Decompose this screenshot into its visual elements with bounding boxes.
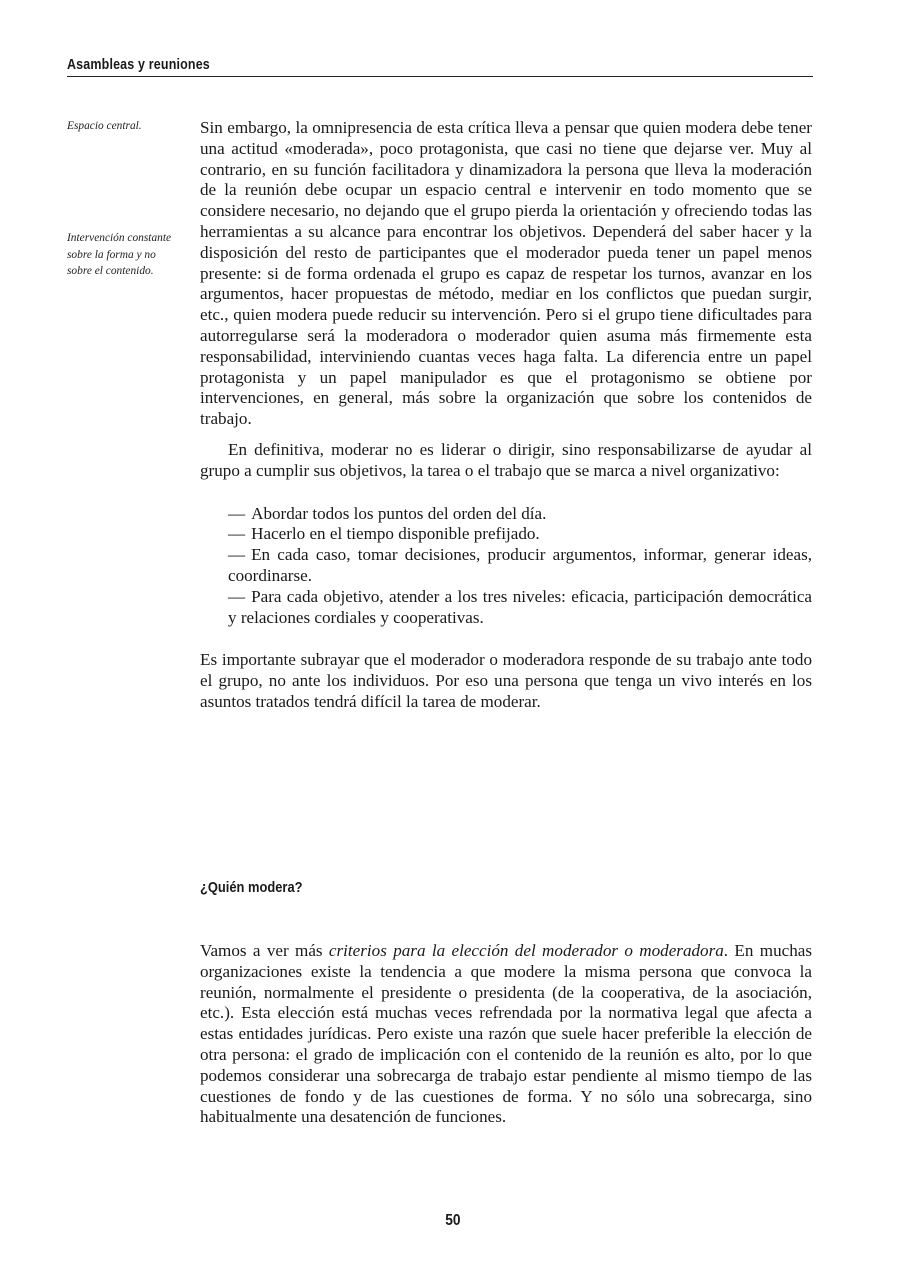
list-item-text: Hacerlo en el tiempo disponible prefijado. <box>251 524 540 544</box>
paragraph <box>200 941 812 1128</box>
section-heading <box>200 878 319 898</box>
paragraph-emphasis: criterios para la elección del moderador o moderadora <box>328 941 724 960</box>
paragraph-text: . En muchas organizaciones existe la tendencia a que modere la misma persona que convoca la reunión, normalmente el presidente o presidenta (de la cooperativa, de la asociación, etc.). Esta elección está muchas veces refrendada por la normativa legal que afecta a estas entidades jurídicas. Pero existe una razón que suele hacer preferible la elección de otra persona: el grado de implicación con el contenido de la reunión es alto, por lo que podemos considerar una sobrecarga de trabajo estar pendiente al mismo tiempo de las cuestiones de fondo y de las cuestiones de forma. Y no sólo una sobrecarga, sino habitualmente una desatención de funciones. <box>200 941 812 1127</box>
section-heading-text: ¿Quién modera? <box>200 879 303 896</box>
body-block-1 <box>200 118 812 713</box>
page-number <box>0 1211 905 1231</box>
running-head-text: Asambleas y reuniones <box>67 57 210 73</box>
body-block-2 <box>200 941 812 1128</box>
sidenote-espacio-central: Espacio central. <box>67 120 142 132</box>
list-item <box>228 524 812 545</box>
paragraph-text: Vamos a ver más <box>200 941 329 960</box>
bullet-list <box>200 504 812 629</box>
list-item <box>228 504 812 525</box>
list-item-text: Para cada objetivo, atender a los tres niveles: eficacia, participación democrática y relaciones cordiales y cooperativas. <box>228 586 812 627</box>
paragraph: Sin embargo, la omnipresencia de esta crítica lleva a pensar que quien modera debe tener una actitud «moderada», poco protagonista, que casi no tiene que dejarse ver. Muy al contrario, en su función facilitadora y dinamizadora la persona que lleva la moderación de la reunión debe ocupar un espacio central e intervenir en todo momento que se considere necesario, no dejando que el grupo pierda la orientación y ofreciendo todas las herramientas a su alcance para encontrar los objetivos. Dependerá del saber hacer y la disposición del resto de participantes que el moderador pueda tener un papel menos presente: si de forma ordenada el grupo es capaz de respetar los turnos, avanzar en los argumentos, hacer propuestas de método, mediar en los conflictos que puedan surgir, etc., quien modera puede reducir su intervención. Pero si el grupo tiene dificultades para autorregularse será la moderadora o moderador quien asuma más firmemente esta responsabilidad, interviniendo cuantas veces haga falta. La diferencia entre un papel protagonista y un papel manipulador es que el protagonismo se obtiene por intervenciones, en general, más sobre la organización que sobre los contenidos de trabajo. <box>200 118 812 429</box>
page-number-text: 50 <box>444 1212 461 1229</box>
dash-marker: — <box>228 545 246 565</box>
list-item-text: Abordar todos los puntos del orden del día. <box>251 503 547 523</box>
paragraph: Es importante subrayar que el moderador o moderadora responde de su trabajo ante todo el grupo, no ante los individuos. Por eso una persona que tenga un vivo interés en los asuntos tratados tendrá difícil la tarea de moderar. <box>200 650 812 711</box>
sidenote-intervencion: Intervención constante sobre la forma y no sobre el contenido. <box>67 232 172 277</box>
list-item-text: En cada caso, tomar decisiones, producir argumentos, informar, generar ideas, coordinarse. <box>228 545 812 585</box>
paragraph: En definitiva, moderar no es liderar o dirigir, sino responsabilizarse de ayudar al grupo a cumplir sus objetivos, la tarea o el trabajo que se marca a nivel organizativo: <box>200 439 812 480</box>
dash-marker: — <box>228 524 246 544</box>
dash-marker: — <box>228 586 246 606</box>
list-item <box>228 587 812 629</box>
dash-marker: — <box>228 503 246 523</box>
running-head <box>67 55 813 77</box>
list-item <box>228 545 812 587</box>
